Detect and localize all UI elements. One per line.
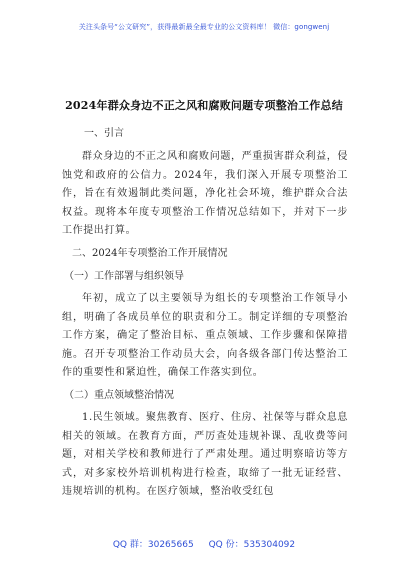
section-heading-intro: 一、引言: [84, 128, 124, 139]
footer-qq-number: QQ 份：535304092: [208, 540, 296, 550]
header-banner: 关注头条号“公文研究”，获得最新最全最专业的公文资料库！ 微信：gongwenj: [78, 23, 330, 31]
section-heading-progress: 二、2024年专项整治工作开展情况: [72, 247, 228, 259]
document-title: 2024年群众身边不正之风和腐败问题专项整治工作总结: [65, 99, 343, 112]
footer-qq-group: QQ 群：30265665: [112, 540, 194, 550]
paragraph-intro: 群众身边的不正之风和腐败问题，严重损害群众利益，侵蚀党和政府的公信力。2024年，我们深入开展专项整治工作，旨在有效遏制此类问题，净化社会环境，维护群众合法权益。现将本年度专项整治工作情况总结如下，并对下一步工作提出打算。: [62, 151, 348, 237]
paragraph-livelihood: 1.民生领域。聚焦教育、医疗、住房、社保等与群众息息相关的领域。在教育方面，严厉查处违规补课、乱收费等问题，对相关学校和教师进行了严肃处理。通过明察暗访等方式，对多家校外培训机构进行检查，取缔了一批无证经营、违规培训的机构。在医疗领域，整治收受红包: [62, 411, 348, 498]
subsection-heading-key-areas: （二）重点领域整治情况: [64, 389, 174, 401]
footer-contact: [0, 537, 408, 550]
document-body: [62, 125, 348, 506]
subsection-heading-deployment: （一）工作部署与组织领导: [64, 270, 184, 282]
paragraph-deployment: 年初，成立了以主要领导为组长的专项整治工作领导小组，明确了各成员单位的职责和分工。制定详细的专项整治工作方案，确定了整治目标、重点领域、工作步骤和保障措施。召开专项整治工作动员大会，向各级各部门传达整治工作的重要性和紧迫性，确保工作落实到位。: [62, 292, 348, 379]
